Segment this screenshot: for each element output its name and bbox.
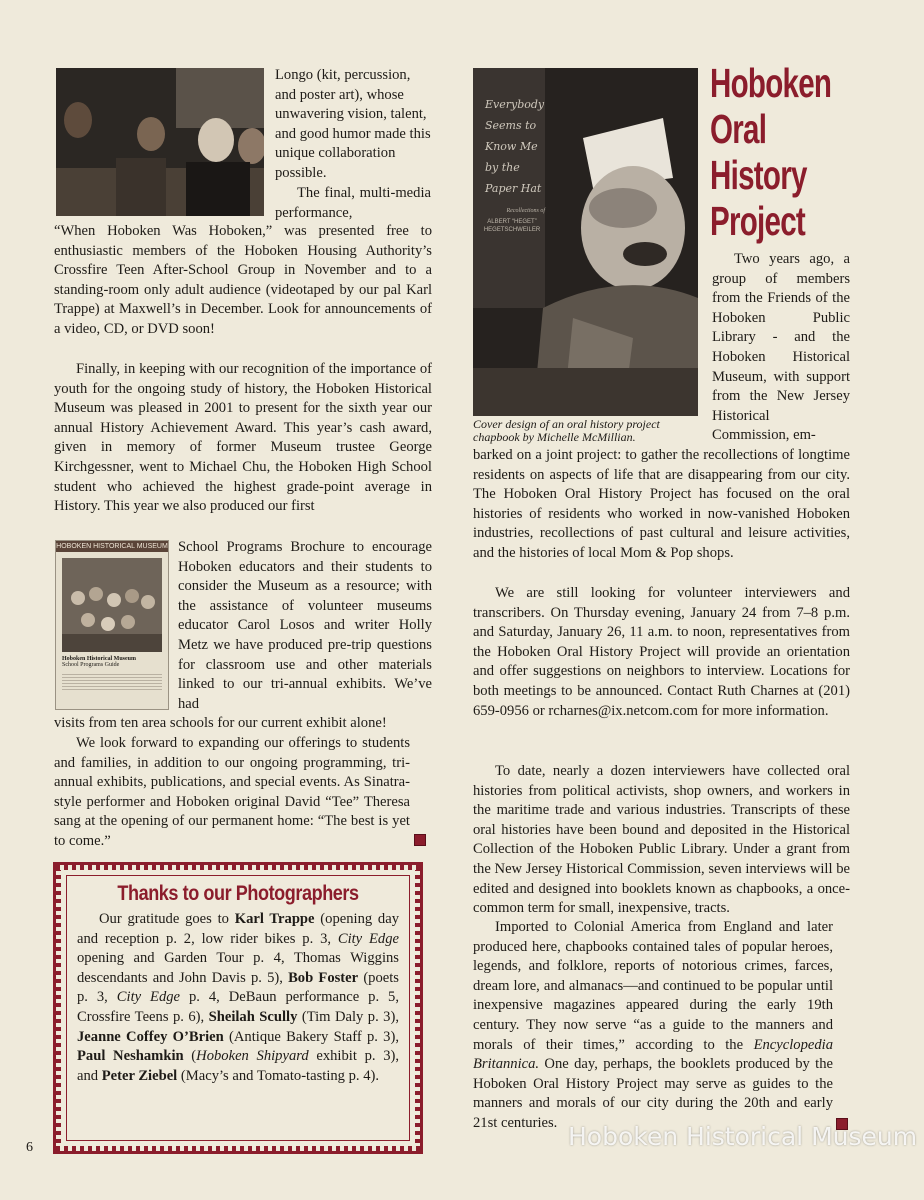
credit-name: Paul Neshamkin bbox=[77, 1048, 184, 1065]
chapbook-cover-photo bbox=[473, 68, 698, 416]
page-number: 6 bbox=[26, 1140, 33, 1155]
brochure-caption-title: Hoboken Historical Museum bbox=[62, 656, 137, 662]
credit-text: (Tim Daly p. 3), bbox=[297, 1008, 399, 1025]
script-line: by the bbox=[485, 161, 520, 174]
credit-text: exhibit p. 3), and bbox=[77, 1048, 400, 1084]
photo-caption: Cover design of an oral history project chapbook by Michelle McMillian. bbox=[473, 417, 660, 444]
paragraph-longo: Longo (kit, percussion, and poster art), whose unwavering vision, talent, and good humor made this unique collaboration possible. bbox=[275, 67, 431, 181]
credit-italic: City Edge bbox=[337, 930, 399, 947]
brochure-image bbox=[55, 540, 169, 710]
paragraph-two-years-narrow: Two years ago, a group of members from the Friends of the Hoboken Public Library - and the Hoboken Historical Museum, with support from the New Jersey Historical Commission, em- bbox=[712, 251, 850, 444]
project-title bbox=[710, 60, 832, 244]
watermark: Hoboken Historical Museum bbox=[568, 1122, 918, 1151]
credit-name: Karl Trappe bbox=[234, 911, 315, 927]
encyclopedia-title: Encyclopedia Britannica. bbox=[473, 1036, 833, 1073]
thanks-intro: Our gratitude goes to bbox=[99, 911, 235, 927]
brochure-masthead: HOBOKEN HISTORICAL MUSEUM bbox=[56, 543, 168, 550]
credit-text: (poets p. 3, bbox=[77, 969, 399, 1006]
chapbooks-text-end: One day, perhaps, the booklets produced by the Hoboken Oral History Project may serve as guides to the manners and morals of our city during the 20th and early 21st centuries. bbox=[473, 1056, 833, 1131]
credit-text: p. 4, DeBaun performance p. 5, Crossfire Teens p. 6), bbox=[77, 989, 399, 1025]
credit-text: (opening day and reception p. 2, low rider bikes p. 3, bbox=[77, 911, 399, 947]
credit-text: opening and Garden Tour p. 4, Thomas Wiggins descendants and John Davis p. 5), bbox=[77, 950, 399, 986]
paragraph-chapbooks bbox=[473, 918, 833, 1134]
brochure-photo-art bbox=[62, 558, 162, 652]
chapbooks-text: Imported to Colonial America from England and later produced here, chapbooks contained tales of popular heroes, legends, and folklore, reports of notorious crimes, farces, dream lore, and almanacs—and continued to be popular until inexpensive magazines appeared during the early 19th century. They now serve “as a guide to the manners and morals of their times,” according to the bbox=[473, 919, 833, 1053]
thanks-paragraph bbox=[77, 910, 399, 1086]
script-line: Paper Hat bbox=[485, 182, 542, 195]
title-line: History bbox=[710, 152, 807, 198]
brochure-text-lines bbox=[62, 672, 162, 690]
thanks-box bbox=[53, 862, 423, 1154]
credit-name: Peter Ziebel bbox=[101, 1067, 178, 1084]
credit-name: Bob Foster bbox=[288, 969, 359, 986]
book-author: ALBERT “HEGET” HEGETSCHWEILER bbox=[483, 219, 541, 233]
script-line: Everybody bbox=[485, 98, 545, 111]
brochure-photo bbox=[62, 558, 162, 652]
script-line: Know Me bbox=[485, 140, 538, 153]
credit-italic: Hoboken Shipyard bbox=[196, 1048, 309, 1065]
end-mark-icon bbox=[414, 834, 426, 846]
credit-name: Jeanne Coffey O’Brien bbox=[77, 1028, 224, 1045]
paragraph-volunteers: We are still looking for volunteer interviewers and transcribers. On Thursday evening, January 24 from 7–8 p.m. and Saturday, January 26, 11 a.m. to noon, representatives from the Hoboken Oral History Project will provide an orientation and offer suggestions on neighbors to interview. Locations for both meetings to be announced. Contact Ruth Charnes at (201) 659-0956 or rcharnes@ix.netcom.com for more information. bbox=[473, 585, 850, 719]
paragraph-to-date: To date, nearly a dozen interviewers have collected oral histories from political activists, shop owners, and workers in the maritime trade and various industries. Transcripts of these oral histories have been bound and deposited in the Historical Collection of the Hoboken Public Library. Under a grant from the New Jersey Historical Commission, seven interviews will be edited and designed into booklets known as chapbooks, a once-common term for small, inexpensive, tracts. bbox=[473, 763, 850, 917]
paragraph-two-years: barked on a joint project: to gather the recollections of longtime residents on aspects of life that are disappearing from our city. The Hoboken Oral History Project has focused on the oral histories of residents who worked in now-vanished Hoboken industries, recollections of past cultural and leisure activities, and the histories of local Mom & Pop shops. bbox=[473, 447, 850, 561]
title-line: Project bbox=[710, 198, 806, 244]
credit-text: (Macy’s and Tomato-tasting p. 4). bbox=[177, 1067, 380, 1084]
credit-text: ( bbox=[183, 1048, 197, 1065]
title-line: Oral bbox=[710, 106, 767, 152]
paragraph-finally: Finally, in keeping with our recognition of the importance of youth for the ongoing study of history, the Hoboken Historical Museum was pleased in 2001 to present for the sixth year our annual History Achievement Award. This year’s cash award, given in memory of former Museum trustee George Kirchgessner, went to Michael Chu, the Hoboken High School student who achieved the highest grade-point average in History. This year we also produced our first bbox=[54, 361, 432, 515]
credit-name: Sheilah Scully bbox=[208, 1008, 298, 1025]
teens-photo-art bbox=[56, 68, 264, 216]
paragraph-final: “When Hoboken Was Hoboken,” was presented free to enthusiastic members of the Hoboken Housing Authority’s Crossfire Teen After-School Group in November and to a standing-room only adult audience (videotaped by our pal Karl Trappe) at Maxwell’s in December. Look for announcements of a video, CD, or DVD soon! bbox=[54, 223, 432, 337]
paragraph-school-programs: School Programs Brochure to encourage Hoboken educators and their students to consider the Museum as a resource; with the assistance of volunteer museums educator Carol Losos and writer Holly Metz we have produced pre-trip questions for classroom use and other materials linked to our tri-annual exhibits. We’ve had bbox=[178, 539, 432, 712]
credit-italic: City Edge bbox=[116, 989, 181, 1006]
credit-text: (Antique Bakery Staff p. 3), bbox=[223, 1028, 399, 1045]
book-script-title bbox=[485, 94, 547, 199]
paragraph-look-forward: We look forward to expanding our offerings to students and families, in addition to our ongoing programming, tri-annual exhibits, publications, and special events. As Sinatra-style performer and Hoboken original David “Tee” Theresa sang at the opening of our permanent home: “The best is yet to come.” bbox=[54, 735, 410, 849]
brochure-caption-sub: School Programs Guide bbox=[62, 662, 120, 668]
teens-photo bbox=[56, 68, 264, 216]
paragraph-school-visits: visits from ten area schools for our current exhibit alone! bbox=[54, 715, 387, 731]
thanks-inner bbox=[66, 875, 410, 1141]
title-line: Hoboken bbox=[710, 60, 832, 106]
paragraph-final-narrow: The final, multi-media performance, bbox=[275, 185, 431, 221]
script-line: Seems to bbox=[485, 119, 537, 132]
thanks-title: Thanks to our Photographers bbox=[117, 882, 359, 905]
book-recollections: Recollections of bbox=[506, 208, 545, 214]
